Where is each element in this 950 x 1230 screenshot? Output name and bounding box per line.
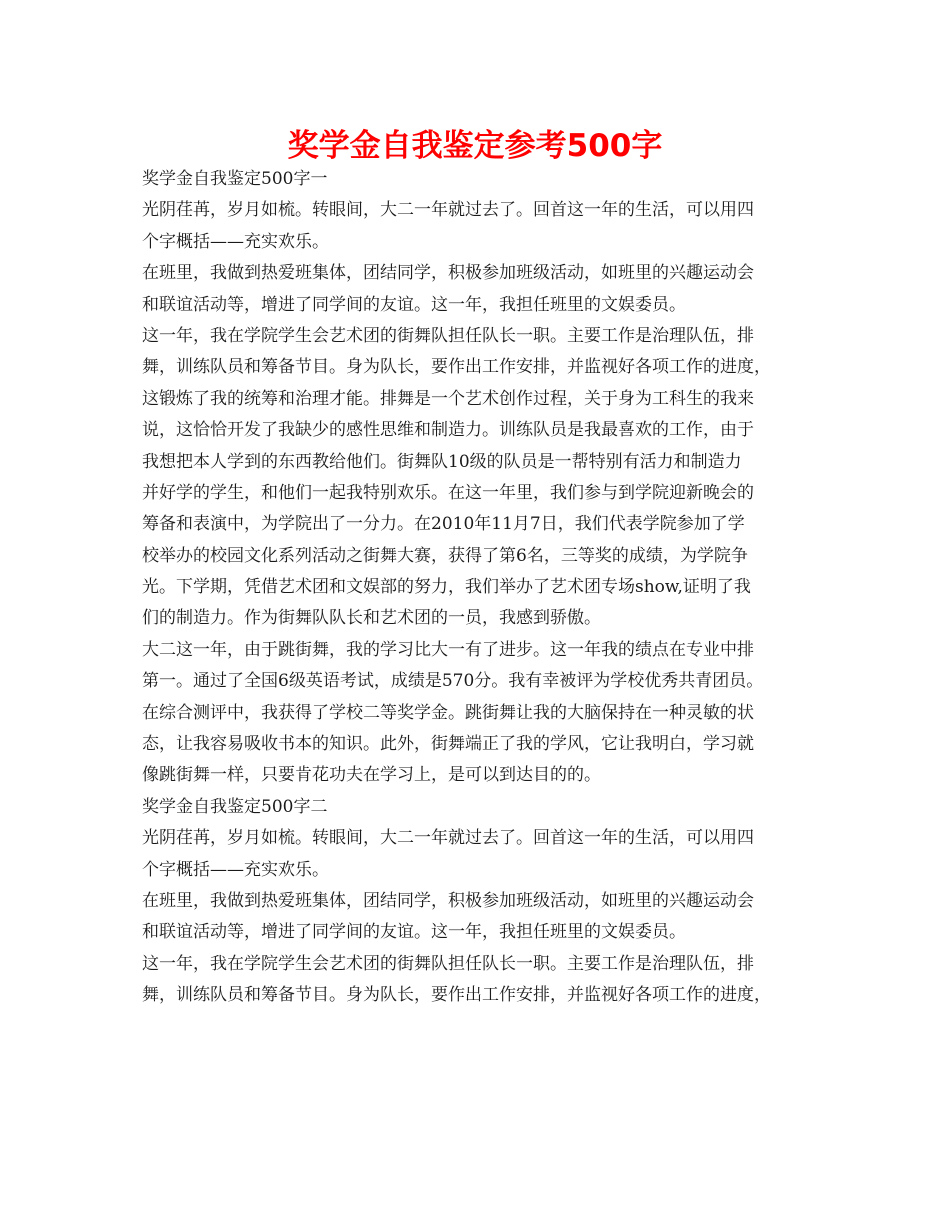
text-line: 这一年，我在学院学生会艺术团的街舞队担任队长一职。主要工作是治理队伍，排	[142, 953, 754, 974]
text-line: 们的制造力。作为街舞队队长和艺术团的一员，我感到骄傲。	[142, 608, 601, 629]
text-line: 我想把本人学到的东西教给他们。街舞队10级的队员是一帮特别有活力和制造力	[142, 451, 742, 472]
text-line: 光阴荏苒，岁月如梳。转眼间，大二一年就过去了。回首这一年的生活，可以用四	[142, 828, 754, 849]
text-line: 这一年，我在学院学生会艺术团的街舞队担任队长一职。主要工作是治理队伍，排	[142, 325, 754, 346]
text-line: 在班里，我做到热爱班集体，团结同学，积极参加班级活动，如班里的兴趣运动会	[142, 890, 754, 911]
text-line: 说，这恰恰开发了我缺少的感性思维和制造力。训练队员是我最喜欢的工作，由于	[142, 420, 754, 441]
text-line: 光阴荏苒，岁月如梳。转眼间，大二一年就过去了。回首这一年的生活，可以用四	[142, 200, 754, 221]
text-line: 在班里，我做到热爱班集体，团结同学，积极参加班级活动，如班里的兴趣运动会	[142, 263, 754, 284]
text-line: 并好学的学生，和他们一起我特别欢乐。在这一年里，我们参与到学院迎新晚会的	[142, 482, 754, 503]
text-line: 筹备和表演中，为学院出了一分力。在2010年11月7日，我们代表学院参加了学	[142, 514, 745, 535]
text-line: 个字概括——充实欢乐。	[142, 231, 329, 252]
document-body	[142, 164, 828, 1012]
text-line: 和联谊活动等，增进了同学间的友谊。这一年，我担任班里的文娱委员。	[142, 294, 686, 315]
text-line: 第一。通过了全国6级英语考试，成绩是570分。我有幸被评为学校优秀共青团员。	[142, 671, 764, 692]
document-title: 奖学金自我鉴定参考500字	[287, 128, 663, 164]
text-line: 校举办的校园文化系列活动之街舞大赛，获得了第6名，三等奖的成绩，为学院争	[142, 545, 748, 566]
text-line: 态，让我容易吸收书本的知识。此外，街舞端正了我的学风，它让我明白，学习就	[142, 734, 754, 755]
text-line: 大二这一年，由于跳街舞，我的学习比大一有了进步。这一年我的绩点在专业中排	[142, 639, 754, 660]
section-heading-1: 奖学金自我鉴定500字一	[142, 169, 328, 189]
text-line: 和联谊活动等，增进了同学间的友谊。这一年，我担任班里的文娱委员。	[142, 922, 686, 943]
text-line: 个字概括——充实欢乐。	[142, 859, 329, 880]
text-line: 这锻炼了我的统筹和治理才能。排舞是一个艺术创作过程，关于身为工科生的我来	[142, 388, 754, 409]
text-line: 光。下学期，凭借艺术团和文娱部的努力，我们举办了艺术团专场show,证明了我	[142, 577, 751, 598]
text-line: 像跳街舞一样，只要肯花功夫在学习上，是可以到达目的的。	[142, 765, 601, 786]
text-line: 舞，训练队员和筹备节目。身为队长，要作出工作安排，并监视好各项工作的进度，	[142, 357, 771, 378]
text-line: 在综合测评中，我获得了学校二等奖学金。跳街舞让我的大脑保持在一种灵敏的状	[142, 702, 754, 723]
text-line: 舞，训练队员和筹备节目。身为队长，要作出工作安排，并监视好各项工作的进度，	[142, 985, 771, 1006]
section-heading-2: 奖学金自我鉴定500字二	[142, 796, 328, 817]
